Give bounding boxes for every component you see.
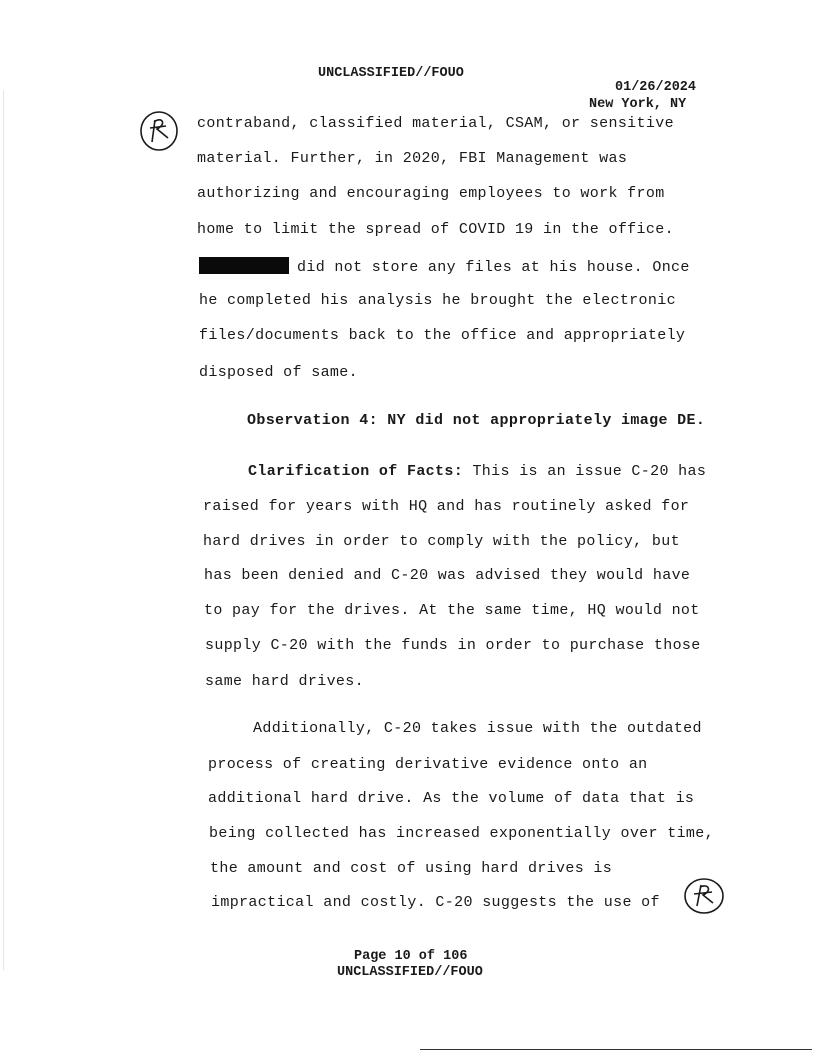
initials-mark-icon (682, 876, 726, 923)
clarification-first-line (248, 463, 706, 480)
body-line: the amount and cost of using hard drives is (210, 860, 613, 877)
body-line: material. Further, in 2020, FBI Management was (197, 150, 628, 167)
header-location: New York, NY (589, 97, 687, 112)
body-line: has been denied and C-20 was advised they would have (204, 567, 691, 584)
body-line: contraband, classified material, CSAM, or sensitive (197, 115, 674, 132)
initials-mark-icon (138, 108, 182, 159)
body-line: same hard drives. (205, 673, 364, 690)
body-line: raised for years with HQ and has routinely asked for (203, 498, 690, 515)
body-line: files/documents back to the office and appropriately (199, 327, 686, 344)
scan-edge (3, 90, 4, 970)
body-line-text: did not store any files at his house. Once (297, 259, 690, 276)
header-date: 01/26/2024 (615, 80, 697, 95)
body-line (199, 257, 690, 276)
redaction-block (199, 257, 289, 274)
clarification-text: This is an issue C-20 has (463, 463, 707, 480)
body-line: he completed his analysis he brought the electronic (199, 292, 676, 309)
bottom-rule (420, 1049, 812, 1050)
body-line: impractical and costly. C-20 suggests the use of (211, 894, 660, 911)
body-line: hard drives in order to comply with the policy, but (203, 533, 680, 550)
clarification-label: Clarification of Facts: (248, 463, 464, 480)
body-line: Additionally, C-20 takes issue with the outdated (253, 720, 702, 737)
body-line: additional hard drive. As the volume of data that is (208, 790, 695, 807)
body-line: being collected has increased exponentially over time, (209, 825, 714, 842)
body-line: authorizing and encouraging employees to work from (197, 185, 665, 202)
footer-classification: UNCLASSIFIED//FOUO (337, 965, 483, 980)
body-line: to pay for the drives. At the same time, HQ would not (204, 602, 700, 619)
header-classification: UNCLASSIFIED//FOUO (318, 66, 464, 81)
footer-page-number: Page 10 of 106 (354, 949, 468, 964)
body-line: process of creating derivative evidence onto an (208, 756, 648, 773)
body-line: supply C-20 with the funds in order to purchase those (205, 637, 701, 654)
observation-heading: Observation 4: NY did not appropriately image DE. (247, 412, 706, 429)
body-line: home to limit the spread of COVID 19 in the office. (197, 221, 674, 238)
body-line: disposed of same. (199, 364, 358, 381)
